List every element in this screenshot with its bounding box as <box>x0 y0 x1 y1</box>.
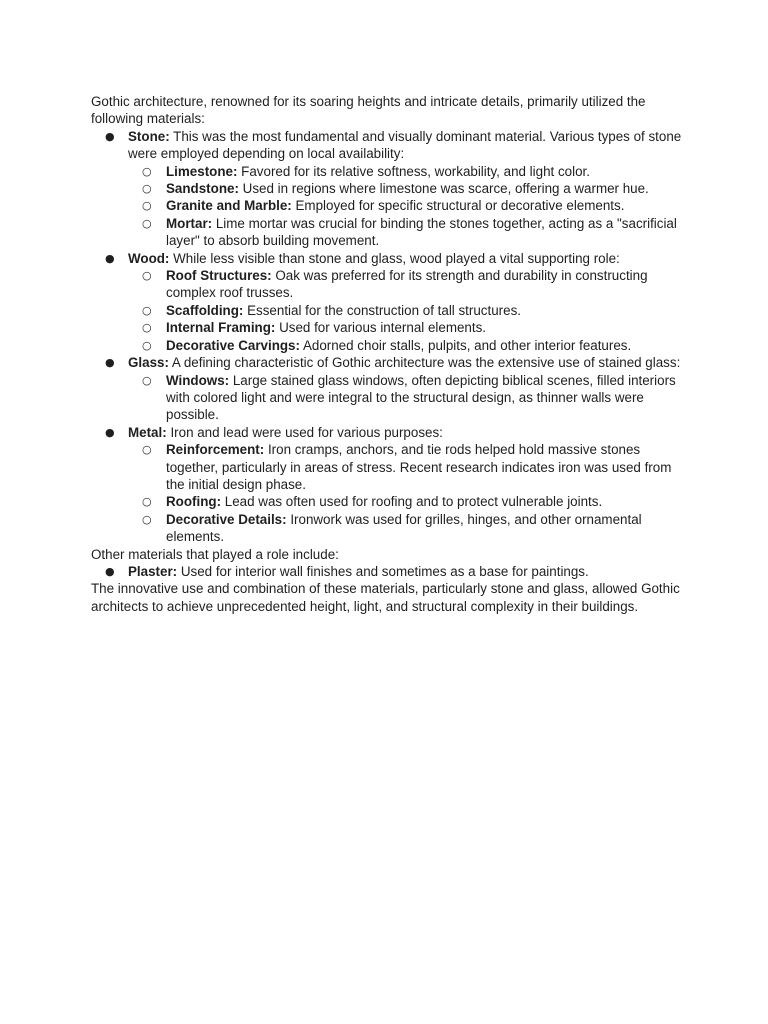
hollow-bullet-icon: ○ <box>142 443 152 457</box>
hollow-bullet-icon: ○ <box>142 303 152 317</box>
sub-label: Decorative Carvings: <box>166 337 300 353</box>
hollow-bullet-icon: ○ <box>142 216 152 230</box>
list-item-roofing <box>128 493 691 510</box>
list-item-windows <box>128 372 691 424</box>
hollow-bullet-icon: ○ <box>142 182 152 196</box>
sub-label: Granite and Marble: <box>166 198 292 214</box>
list-item-mortar <box>128 215 691 250</box>
sublist-glass <box>128 372 691 424</box>
bullet-icon: ● <box>105 564 115 578</box>
material-text: While less visible than stone and glass, wood played a vital supporting role: <box>173 250 620 266</box>
hollow-bullet-icon: ○ <box>142 373 152 387</box>
sub-text: Oak was preferred for its strength and durability in constructing complex roof trusses. <box>166 268 648 301</box>
sub-label: Sandstone: <box>166 181 239 197</box>
material-text: This was the most fundamental and visually dominant material. Various types of stone were employed depending on local availability: <box>128 128 682 162</box>
bullet-icon: ● <box>105 425 115 439</box>
list-item-metal <box>91 424 691 546</box>
material-label: Plaster: <box>128 563 178 579</box>
material-label: Stone: <box>128 128 170 144</box>
sub-label: Scaffolding: <box>166 302 244 318</box>
list-item-reinforcement <box>128 441 691 493</box>
material-text: Iron and lead were used for various purposes: <box>170 424 443 440</box>
sub-text: Lime mortar was crucial for binding the stones together, acting as a "sacrificial layer" to absorb building movement. <box>166 215 677 249</box>
sub-text: Ironwork was used for grilles, hinges, and other ornamental elements. <box>166 511 642 545</box>
hollow-bullet-icon: ○ <box>142 512 152 526</box>
sub-text: Lead was often used for roofing and to protect vulnerable joints. <box>224 494 603 510</box>
sub-label: Decorative Details: <box>166 511 287 527</box>
list-item-sandstone <box>128 180 691 197</box>
list-item-glass <box>91 354 691 424</box>
hollow-bullet-icon: ○ <box>142 338 152 352</box>
other-materials-list <box>91 563 691 580</box>
bullet-icon: ● <box>105 251 115 265</box>
sub-label: Roof Structures: <box>166 268 272 284</box>
sub-text: Iron cramps, anchors, and tie rods helped hold massive stones together, particularly in areas of stress. Recent research indicates iron was used from the initial design phase. <box>166 442 672 492</box>
list-item-scaffolding <box>128 302 691 319</box>
hollow-bullet-icon: ○ <box>142 321 152 335</box>
hollow-bullet-icon: ○ <box>142 164 152 178</box>
list-item-plaster <box>91 563 691 580</box>
material-label: Metal: <box>128 424 167 440</box>
list-item-decorative-details <box>128 511 691 546</box>
sub-label: Roofing: <box>166 494 222 510</box>
list-item-roof-structures <box>128 267 691 302</box>
hollow-bullet-icon: ○ <box>142 495 152 509</box>
bullet-icon: ● <box>105 356 115 370</box>
sublist-wood <box>128 267 691 354</box>
sub-text: Used in regions where limestone was scarce, offering a warmer hue. <box>242 181 649 197</box>
sub-text: Employed for specific structural or decorative elements. <box>295 198 625 214</box>
sub-text: Favored for its relative softness, workability, and light color. <box>241 163 590 179</box>
sub-text: Used for various internal elements. <box>279 320 487 336</box>
material-label: Wood: <box>128 250 170 266</box>
hollow-bullet-icon: ○ <box>142 199 152 213</box>
sub-text: Adorned choir stalls, pulpits, and other interior features. <box>302 337 632 353</box>
other-materials-intro: Other materials that played a role include: <box>91 546 339 562</box>
bullet-icon: ● <box>105 129 115 143</box>
document-page <box>91 93 691 615</box>
sub-label: Reinforcement: <box>166 442 265 458</box>
sub-text: Large stained glass windows, often depicting biblical scenes, filled interiors with colored light and were integral to the structural design, as thinner walls were possible. <box>166 372 676 423</box>
sub-label: Windows: <box>166 372 230 388</box>
conclusion-paragraph: The innovative use and combination of these materials, particularly stone and glass, allowed Gothic architects to achieve unprecedented height, light, and structural complexity in their buildings. <box>91 581 680 614</box>
list-item-wood <box>91 250 691 354</box>
sublist-stone <box>128 163 691 250</box>
hollow-bullet-icon: ○ <box>142 269 152 283</box>
sublist-metal <box>128 441 691 545</box>
material-text: A defining characteristic of Gothic architecture was the extensive use of stained glass: <box>171 355 681 371</box>
materials-list <box>91 128 691 546</box>
sub-label: Limestone: <box>166 163 238 179</box>
list-item-decorative-carvings <box>128 337 691 354</box>
list-item-internal-framing <box>128 319 691 336</box>
list-item-granite-marble <box>128 197 691 214</box>
sub-label: Internal Framing: <box>166 320 276 336</box>
list-item-stone <box>91 128 691 250</box>
list-item-limestone <box>128 163 691 180</box>
sub-label: Mortar: <box>166 215 213 231</box>
sub-text: Essential for the construction of tall structures. <box>247 302 521 318</box>
intro-paragraph: Gothic architecture, renowned for its soaring heights and intricate details, primarily utilized the following materials: <box>91 94 646 127</box>
material-text: Used for interior wall finishes and sometimes as a base for paintings. <box>180 563 589 579</box>
material-label: Glass: <box>128 355 169 371</box>
